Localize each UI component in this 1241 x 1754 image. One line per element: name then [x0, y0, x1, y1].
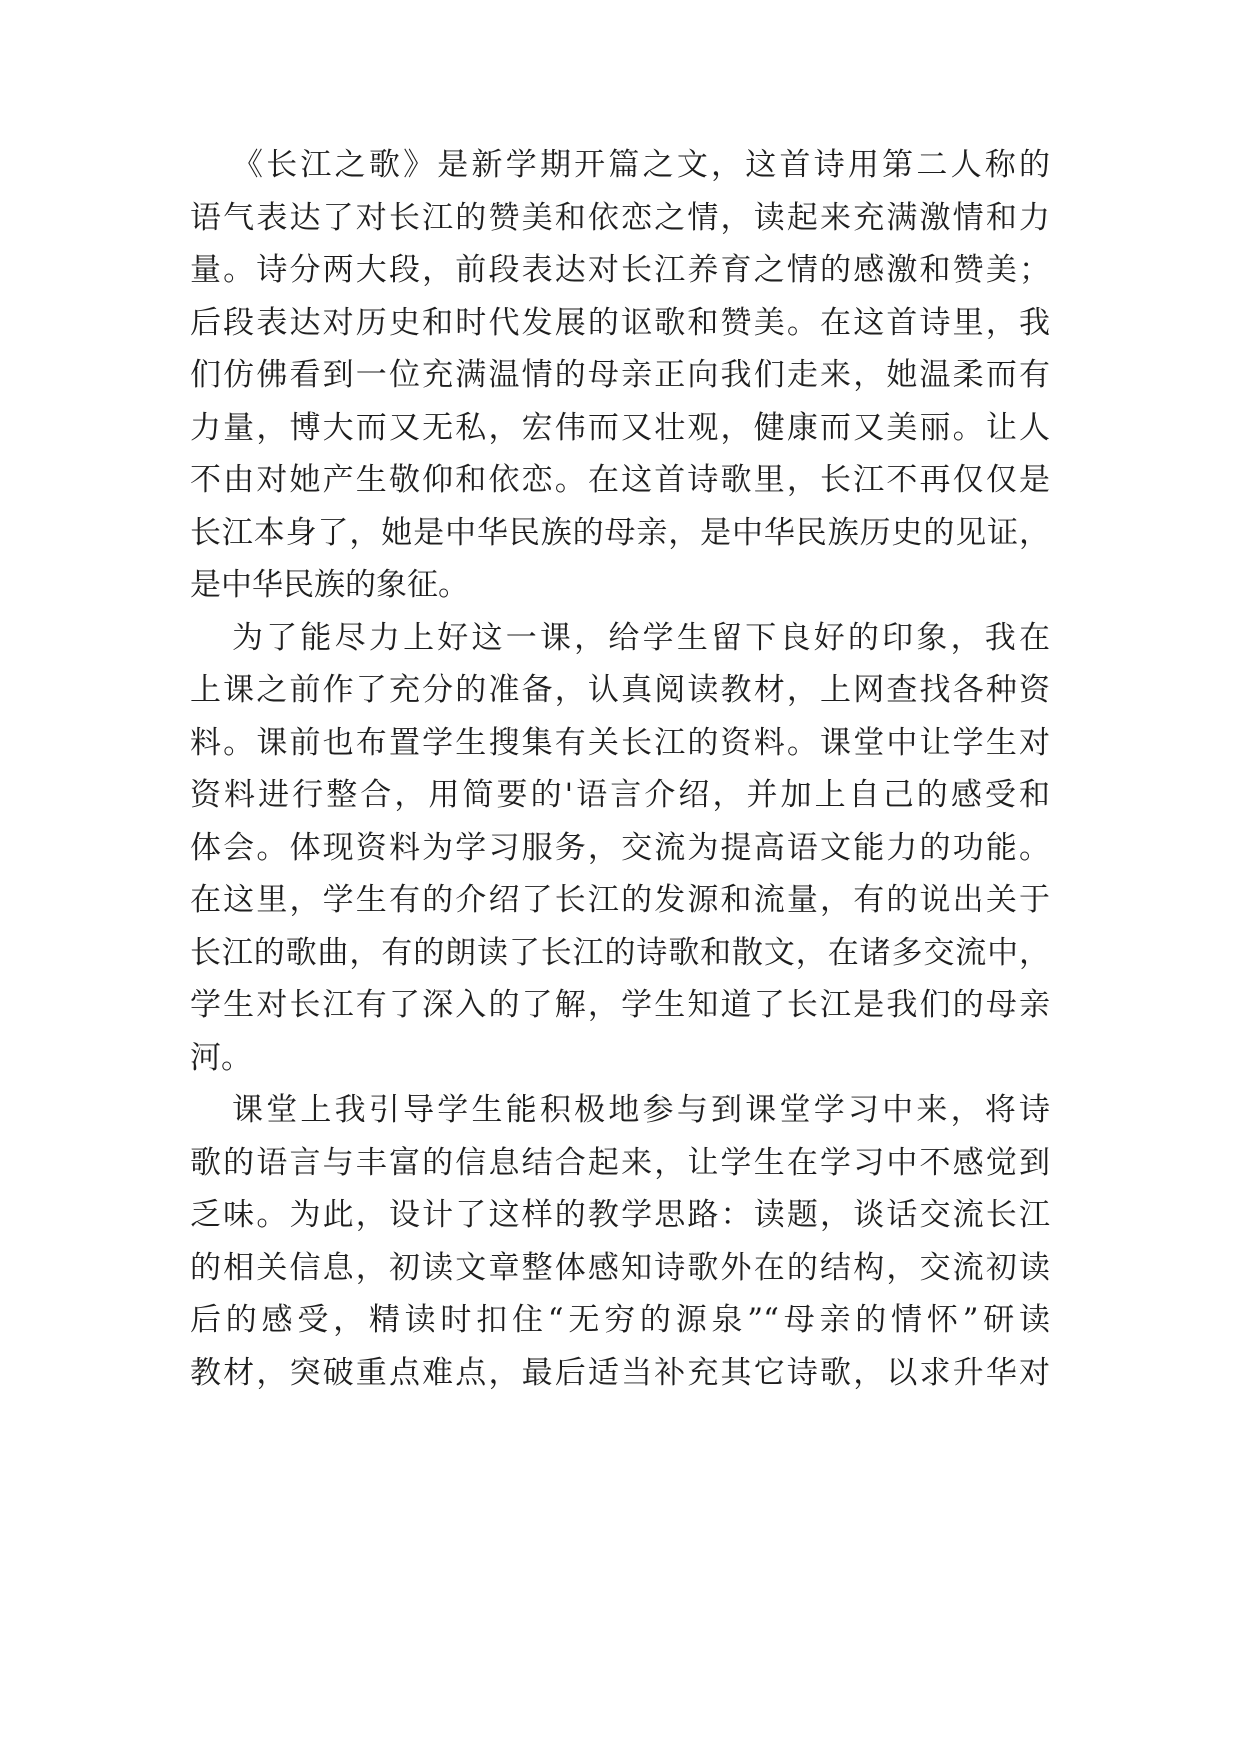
text-line: 教材，突破重点难点，最后适当补充其它诗歌，以求升华对: [190, 1354, 1050, 1391]
text-line: 的相关信息，初读文章整体感知诗歌外在的结构，交流初读: [190, 1249, 1050, 1286]
text-line: 长江本身了，她是中华民族的母亲，是中华民族历史的见证，: [190, 514, 1050, 551]
paragraph-2: [190, 612, 1050, 1085]
text-line: 力量，博大而又无私，宏伟而又壮观，健康而又美丽。让人: [190, 409, 1050, 446]
text-line: 语气表达了对长江的赞美和依恋之情，读起来充满激情和力: [190, 199, 1050, 236]
text-line: 不由对她产生敬仰和依恋。在这首诗歌里，长江不再仅仅是: [190, 462, 1050, 498]
document-body: [190, 139, 1050, 1399]
text-line: 是中华民族的象征。: [190, 567, 469, 603]
text-line: 量。诗分两大段，前段表达对长江养育之情的感激和赞美；: [190, 252, 1050, 288]
text-line: 乏味。为此，设计了这样的教学思路：读题，谈话交流长江: [190, 1197, 1050, 1233]
text-line: 上课之前作了充分的准备，认真阅读教材，上网查找各种资: [190, 672, 1050, 708]
text-line: 为了能尽力上好这一课，给学生留下良好的印象，我在: [232, 619, 1050, 656]
text-line: 后段表达对历史和时代发展的讴歌和赞美。在这首诗里，我: [190, 304, 1050, 341]
text-line: 料。课前也布置学生搜集有关长江的资料。课堂中让学生对: [190, 724, 1050, 761]
text-line: 后的感受，精读时扣住“无穷的源泉”“母亲的情怀”研读: [190, 1302, 1050, 1338]
paragraph-3: [190, 1084, 1050, 1399]
text-line: 在这里，学生有的介绍了长江的发源和流量，有的说出关于: [190, 882, 1050, 918]
text-line: 河。: [190, 1039, 252, 1076]
text-line: 课堂上我引导学生能积极地参与到课堂学习中来，将诗: [232, 1092, 1050, 1128]
text-line: 资料进行整合，用简要的'语言介绍，并加上自己的感受和: [190, 777, 1050, 813]
text-line: 体会。体现资料为学习服务，交流为提高语文能力的功能。: [190, 829, 1050, 866]
text-line: 们仿佛看到一位充满温情的母亲正向我们走来，她温柔而有: [190, 357, 1050, 393]
text-line: 学生对长江有了深入的了解，学生知道了长江是我们的母亲: [190, 987, 1050, 1023]
text-line: 《长江之歌》是新学期开篇之文，这首诗用第二人称的: [232, 147, 1050, 183]
text-line: 歌的语言与丰富的信息结合起来，让学生在学习中不感觉到: [190, 1144, 1050, 1181]
paragraph-1: [190, 139, 1050, 612]
text-line: 长江的歌曲，有的朗读了长江的诗歌和散文，在诸多交流中，: [190, 934, 1050, 971]
